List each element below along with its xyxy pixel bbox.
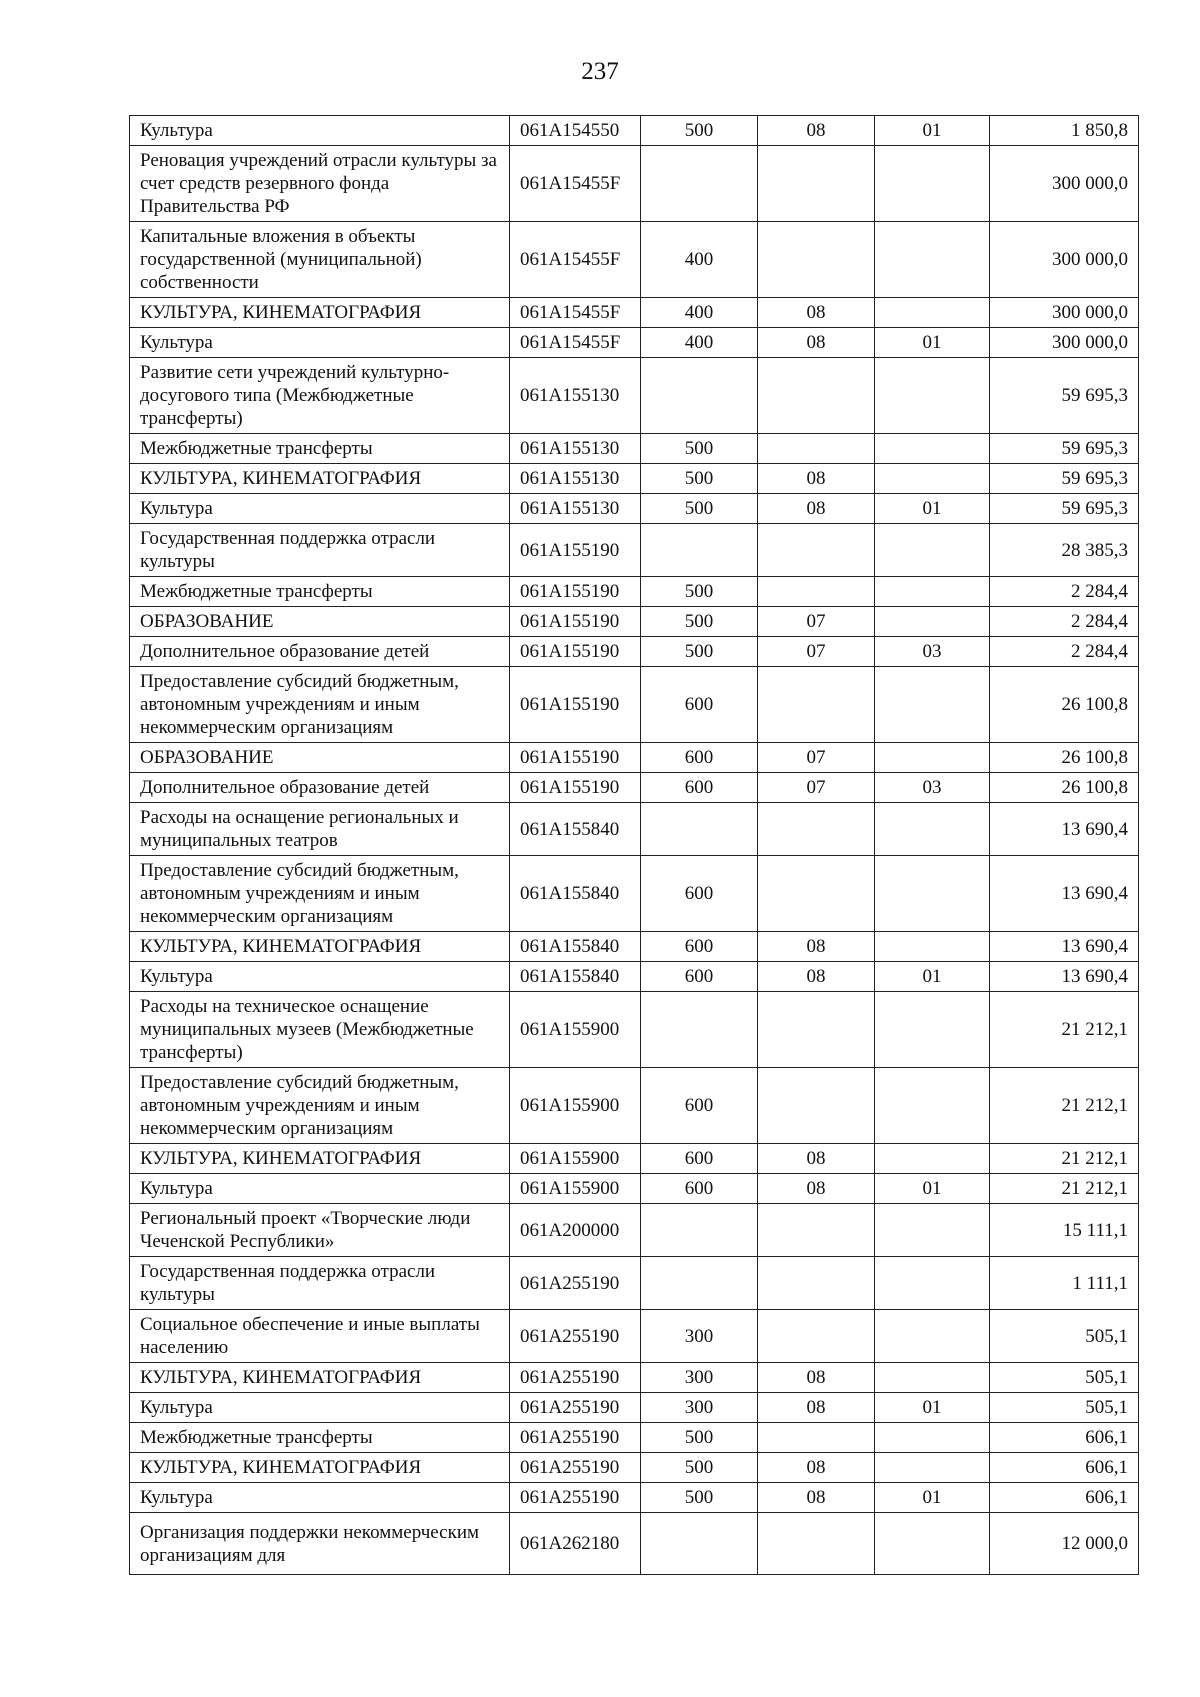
row-amount-cell: 505,1 [990, 1363, 1139, 1393]
row-code-cell: 061А155840 [510, 803, 641, 856]
table-row [130, 494, 1139, 524]
row-amount-cell: 13 690,4 [990, 962, 1139, 992]
row-amount-cell: 21 212,1 [990, 1144, 1139, 1174]
row-name-cell: ОБРАЗОВАНИЕ [130, 743, 510, 773]
row-section-cell: 07 [758, 607, 875, 637]
row-subsection-cell: 01 [875, 1393, 990, 1423]
row-code-cell: 061А155900 [510, 992, 641, 1068]
row-expense-type-cell [641, 1513, 758, 1575]
row-amount-cell: 59 695,3 [990, 358, 1139, 434]
row-code-cell: 061А262180 [510, 1513, 641, 1575]
table-row [130, 667, 1139, 743]
row-amount-cell: 59 695,3 [990, 464, 1139, 494]
row-expense-type-cell: 500 [641, 494, 758, 524]
row-name-cell: Предоставление субсидий бюджетным, автономным учреждениям и иным некоммерческим организациям [130, 1068, 510, 1144]
row-amount-cell: 300 000,0 [990, 328, 1139, 358]
table-row [130, 1257, 1139, 1310]
row-subsection-cell [875, 524, 990, 577]
row-section-cell [758, 222, 875, 298]
row-section-cell [758, 667, 875, 743]
row-expense-type-cell: 600 [641, 1068, 758, 1144]
row-code-cell: 061А155900 [510, 1144, 641, 1174]
row-expense-type-cell: 400 [641, 328, 758, 358]
table-row [130, 1363, 1139, 1393]
row-section-cell: 08 [758, 1483, 875, 1513]
budget-table [129, 115, 1139, 1575]
row-section-cell: 08 [758, 464, 875, 494]
row-section-cell [758, 358, 875, 434]
row-code-cell: 061А155130 [510, 464, 641, 494]
row-section-cell: 08 [758, 962, 875, 992]
row-expense-type-cell: 500 [641, 607, 758, 637]
row-subsection-cell [875, 222, 990, 298]
row-name-cell: Межбюджетные трансферты [130, 577, 510, 607]
row-section-cell: 07 [758, 743, 875, 773]
row-amount-cell: 12 000,0 [990, 1513, 1139, 1575]
row-code-cell: 061А155190 [510, 524, 641, 577]
row-code-cell: 061А200000 [510, 1204, 641, 1257]
row-amount-cell: 606,1 [990, 1483, 1139, 1513]
row-subsection-cell [875, 803, 990, 856]
row-expense-type-cell [641, 146, 758, 222]
row-name-cell: Государственная поддержка отрасли культуры [130, 1257, 510, 1310]
row-name-cell: Дополнительное образование детей [130, 773, 510, 803]
table-row [130, 743, 1139, 773]
row-subsection-cell [875, 358, 990, 434]
row-subsection-cell [875, 1453, 990, 1483]
row-section-cell [758, 434, 875, 464]
row-section-cell: 07 [758, 773, 875, 803]
row-code-cell: 061А155130 [510, 434, 641, 464]
row-code-cell: 061А155130 [510, 358, 641, 434]
row-subsection-cell [875, 743, 990, 773]
row-section-cell [758, 1068, 875, 1144]
row-subsection-cell: 01 [875, 962, 990, 992]
row-code-cell: 061А255190 [510, 1257, 641, 1310]
row-expense-type-cell: 600 [641, 1144, 758, 1174]
row-expense-type-cell: 500 [641, 434, 758, 464]
row-section-cell: 08 [758, 328, 875, 358]
row-code-cell: 061А155840 [510, 856, 641, 932]
row-section-cell: 08 [758, 1174, 875, 1204]
row-expense-type-cell: 600 [641, 856, 758, 932]
row-amount-cell: 300 000,0 [990, 222, 1139, 298]
row-amount-cell: 15 111,1 [990, 1204, 1139, 1257]
row-section-cell: 07 [758, 637, 875, 667]
row-section-cell: 08 [758, 298, 875, 328]
row-name-cell: Расходы на техническое оснащение муниципальных музеев (Межбюджетные трансферты) [130, 992, 510, 1068]
row-expense-type-cell: 600 [641, 962, 758, 992]
row-expense-type-cell: 300 [641, 1393, 758, 1423]
row-code-cell: 061А255190 [510, 1310, 641, 1363]
row-code-cell: 061А155130 [510, 494, 641, 524]
row-subsection-cell [875, 1513, 990, 1575]
row-amount-cell: 606,1 [990, 1453, 1139, 1483]
row-amount-cell: 300 000,0 [990, 298, 1139, 328]
table-row [130, 222, 1139, 298]
row-name-cell: ОБРАЗОВАНИЕ [130, 607, 510, 637]
row-name-cell: Предоставление субсидий бюджетным, автономным учреждениям и иным некоммерческим организациям [130, 667, 510, 743]
row-section-cell [758, 146, 875, 222]
row-expense-type-cell [641, 524, 758, 577]
row-amount-cell: 2 284,4 [990, 637, 1139, 667]
row-code-cell: 061А155840 [510, 932, 641, 962]
row-amount-cell: 505,1 [990, 1310, 1139, 1363]
row-amount-cell: 26 100,8 [990, 743, 1139, 773]
row-section-cell [758, 1257, 875, 1310]
row-amount-cell: 606,1 [990, 1423, 1139, 1453]
row-section-cell: 08 [758, 494, 875, 524]
row-name-cell: КУЛЬТУРА, КИНЕМАТОГРАФИЯ [130, 1363, 510, 1393]
row-amount-cell: 21 212,1 [990, 1174, 1139, 1204]
row-subsection-cell [875, 146, 990, 222]
table-row [130, 1483, 1139, 1513]
row-section-cell [758, 1310, 875, 1363]
row-amount-cell: 13 690,4 [990, 803, 1139, 856]
table-row [130, 358, 1139, 434]
row-name-cell: Развитие сети учреждений культурно-досугового типа (Межбюджетные трансферты) [130, 358, 510, 434]
row-subsection-cell: 01 [875, 116, 990, 146]
row-subsection-cell [875, 1363, 990, 1393]
table-row [130, 1393, 1139, 1423]
row-expense-type-cell: 600 [641, 1174, 758, 1204]
row-name-cell: КУЛЬТУРА, КИНЕМАТОГРАФИЯ [130, 298, 510, 328]
table-row [130, 577, 1139, 607]
row-subsection-cell [875, 856, 990, 932]
table-row [130, 328, 1139, 358]
table-row [130, 962, 1139, 992]
table-row [130, 524, 1139, 577]
row-subsection-cell [875, 607, 990, 637]
row-amount-cell: 13 690,4 [990, 856, 1139, 932]
row-expense-type-cell: 600 [641, 773, 758, 803]
row-expense-type-cell: 400 [641, 222, 758, 298]
row-subsection-cell [875, 577, 990, 607]
row-name-cell: Региональный проект «Творческие люди Чеченской Республики» [130, 1204, 510, 1257]
row-code-cell: 061А255190 [510, 1393, 641, 1423]
table-row [130, 116, 1139, 146]
row-section-cell [758, 1513, 875, 1575]
row-name-cell: Культура [130, 494, 510, 524]
table-row [130, 464, 1139, 494]
row-subsection-cell [875, 1144, 990, 1174]
row-code-cell: 061А155900 [510, 1068, 641, 1144]
row-name-cell: Социальное обеспечение и иные выплаты населению [130, 1310, 510, 1363]
row-subsection-cell: 01 [875, 328, 990, 358]
row-subsection-cell [875, 1204, 990, 1257]
row-code-cell: 061А255190 [510, 1423, 641, 1453]
row-subsection-cell: 03 [875, 637, 990, 667]
row-section-cell: 08 [758, 116, 875, 146]
row-expense-type-cell [641, 1204, 758, 1257]
table-row [130, 1068, 1139, 1144]
row-amount-cell: 2 284,4 [990, 607, 1139, 637]
row-code-cell: 061А155840 [510, 962, 641, 992]
row-expense-type-cell: 600 [641, 932, 758, 962]
table-row [130, 1174, 1139, 1204]
row-expense-type-cell: 500 [641, 464, 758, 494]
row-section-cell: 08 [758, 1453, 875, 1483]
row-name-cell: Государственная поддержка отрасли культуры [130, 524, 510, 577]
row-expense-type-cell: 500 [641, 637, 758, 667]
row-section-cell [758, 524, 875, 577]
row-name-cell: Культура [130, 116, 510, 146]
row-name-cell: Капитальные вложения в объекты государственной (муниципальной) собственности [130, 222, 510, 298]
row-subsection-cell [875, 932, 990, 962]
row-expense-type-cell [641, 1257, 758, 1310]
row-amount-cell: 21 212,1 [990, 1068, 1139, 1144]
row-code-cell: 061А15455F [510, 146, 641, 222]
row-subsection-cell [875, 667, 990, 743]
row-section-cell: 08 [758, 932, 875, 962]
row-section-cell: 08 [758, 1363, 875, 1393]
row-name-cell: Дополнительное образование детей [130, 637, 510, 667]
row-code-cell: 061А154550 [510, 116, 641, 146]
row-expense-type-cell: 400 [641, 298, 758, 328]
table-row [130, 1144, 1139, 1174]
row-subsection-cell: 01 [875, 494, 990, 524]
table-row [130, 932, 1139, 962]
row-amount-cell: 1 850,8 [990, 116, 1139, 146]
row-code-cell: 061А155190 [510, 607, 641, 637]
row-expense-type-cell [641, 803, 758, 856]
row-expense-type-cell: 300 [641, 1363, 758, 1393]
row-code-cell: 061А155190 [510, 577, 641, 607]
row-subsection-cell: 01 [875, 1483, 990, 1513]
row-name-cell: Культура [130, 1483, 510, 1513]
row-amount-cell: 13 690,4 [990, 932, 1139, 962]
table-row [130, 637, 1139, 667]
page-number: 237 [581, 58, 619, 85]
row-subsection-cell: 01 [875, 1174, 990, 1204]
row-name-cell: Культура [130, 962, 510, 992]
row-code-cell: 061А15455F [510, 222, 641, 298]
row-name-cell: КУЛЬТУРА, КИНЕМАТОГРАФИЯ [130, 1453, 510, 1483]
table-row [130, 146, 1139, 222]
row-code-cell: 061А155190 [510, 637, 641, 667]
table-row [130, 607, 1139, 637]
row-name-cell: Предоставление субсидий бюджетным, автономным учреждениям и иным некоммерческим организациям [130, 856, 510, 932]
row-expense-type-cell: 500 [641, 1453, 758, 1483]
row-expense-type-cell [641, 358, 758, 434]
row-expense-type-cell: 600 [641, 743, 758, 773]
row-name-cell: КУЛЬТУРА, КИНЕМАТОГРАФИЯ [130, 932, 510, 962]
row-code-cell: 061А155190 [510, 773, 641, 803]
row-section-cell [758, 992, 875, 1068]
row-section-cell [758, 1423, 875, 1453]
row-amount-cell: 2 284,4 [990, 577, 1139, 607]
row-expense-type-cell: 500 [641, 1423, 758, 1453]
row-name-cell: Межбюджетные трансферты [130, 1423, 510, 1453]
row-name-cell: КУЛЬТУРА, КИНЕМАТОГРАФИЯ [130, 1144, 510, 1174]
row-code-cell: 061А15455F [510, 328, 641, 358]
row-amount-cell: 26 100,8 [990, 773, 1139, 803]
row-amount-cell: 300 000,0 [990, 146, 1139, 222]
row-code-cell: 061А155190 [510, 667, 641, 743]
row-subsection-cell [875, 1068, 990, 1144]
row-amount-cell: 26 100,8 [990, 667, 1139, 743]
table-row [130, 1423, 1139, 1453]
row-amount-cell: 28 385,3 [990, 524, 1139, 577]
row-expense-type-cell: 600 [641, 667, 758, 743]
row-name-cell: Расходы на оснащение региональных и муниципальных театров [130, 803, 510, 856]
row-section-cell [758, 1204, 875, 1257]
row-name-cell: Культура [130, 1174, 510, 1204]
row-subsection-cell [875, 298, 990, 328]
row-subsection-cell [875, 1257, 990, 1310]
row-expense-type-cell: 500 [641, 116, 758, 146]
row-section-cell: 08 [758, 1393, 875, 1423]
table-row [130, 1310, 1139, 1363]
row-name-cell: Реновация учреждений отрасли культуры за счет средств резервного фонда Правительства РФ [130, 146, 510, 222]
table-row [130, 1513, 1139, 1575]
table-row [130, 803, 1139, 856]
row-expense-type-cell: 500 [641, 577, 758, 607]
row-subsection-cell [875, 434, 990, 464]
row-code-cell: 061А155900 [510, 1174, 641, 1204]
row-amount-cell: 505,1 [990, 1393, 1139, 1423]
row-name-cell: КУЛЬТУРА, КИНЕМАТОГРАФИЯ [130, 464, 510, 494]
row-amount-cell: 21 212,1 [990, 992, 1139, 1068]
table-row [130, 298, 1139, 328]
table-row [130, 856, 1139, 932]
row-name-cell: Культура [130, 1393, 510, 1423]
row-section-cell [758, 856, 875, 932]
row-code-cell: 061А15455F [510, 298, 641, 328]
row-subsection-cell [875, 1423, 990, 1453]
row-name-cell: Межбюджетные трансферты [130, 434, 510, 464]
row-expense-type-cell [641, 992, 758, 1068]
row-code-cell: 061А255190 [510, 1483, 641, 1513]
row-amount-cell: 1 111,1 [990, 1257, 1139, 1310]
row-section-cell [758, 577, 875, 607]
row-subsection-cell [875, 1310, 990, 1363]
table-row [130, 773, 1139, 803]
table-row [130, 1204, 1139, 1257]
budget-table-body [130, 116, 1139, 1575]
row-code-cell: 061А255190 [510, 1453, 641, 1483]
row-section-cell: 08 [758, 1144, 875, 1174]
row-amount-cell: 59 695,3 [990, 494, 1139, 524]
row-subsection-cell: 03 [875, 773, 990, 803]
row-subsection-cell [875, 992, 990, 1068]
row-code-cell: 061А155190 [510, 743, 641, 773]
row-code-cell: 061А255190 [510, 1363, 641, 1393]
table-row [130, 1453, 1139, 1483]
row-amount-cell: 59 695,3 [990, 434, 1139, 464]
row-expense-type-cell: 500 [641, 1483, 758, 1513]
row-name-cell: Культура [130, 328, 510, 358]
row-expense-type-cell: 300 [641, 1310, 758, 1363]
table-row [130, 434, 1139, 464]
table-row [130, 992, 1139, 1068]
row-name-cell: Организация поддержки некоммерческим организациям для [130, 1513, 510, 1575]
row-subsection-cell [875, 464, 990, 494]
row-section-cell [758, 803, 875, 856]
